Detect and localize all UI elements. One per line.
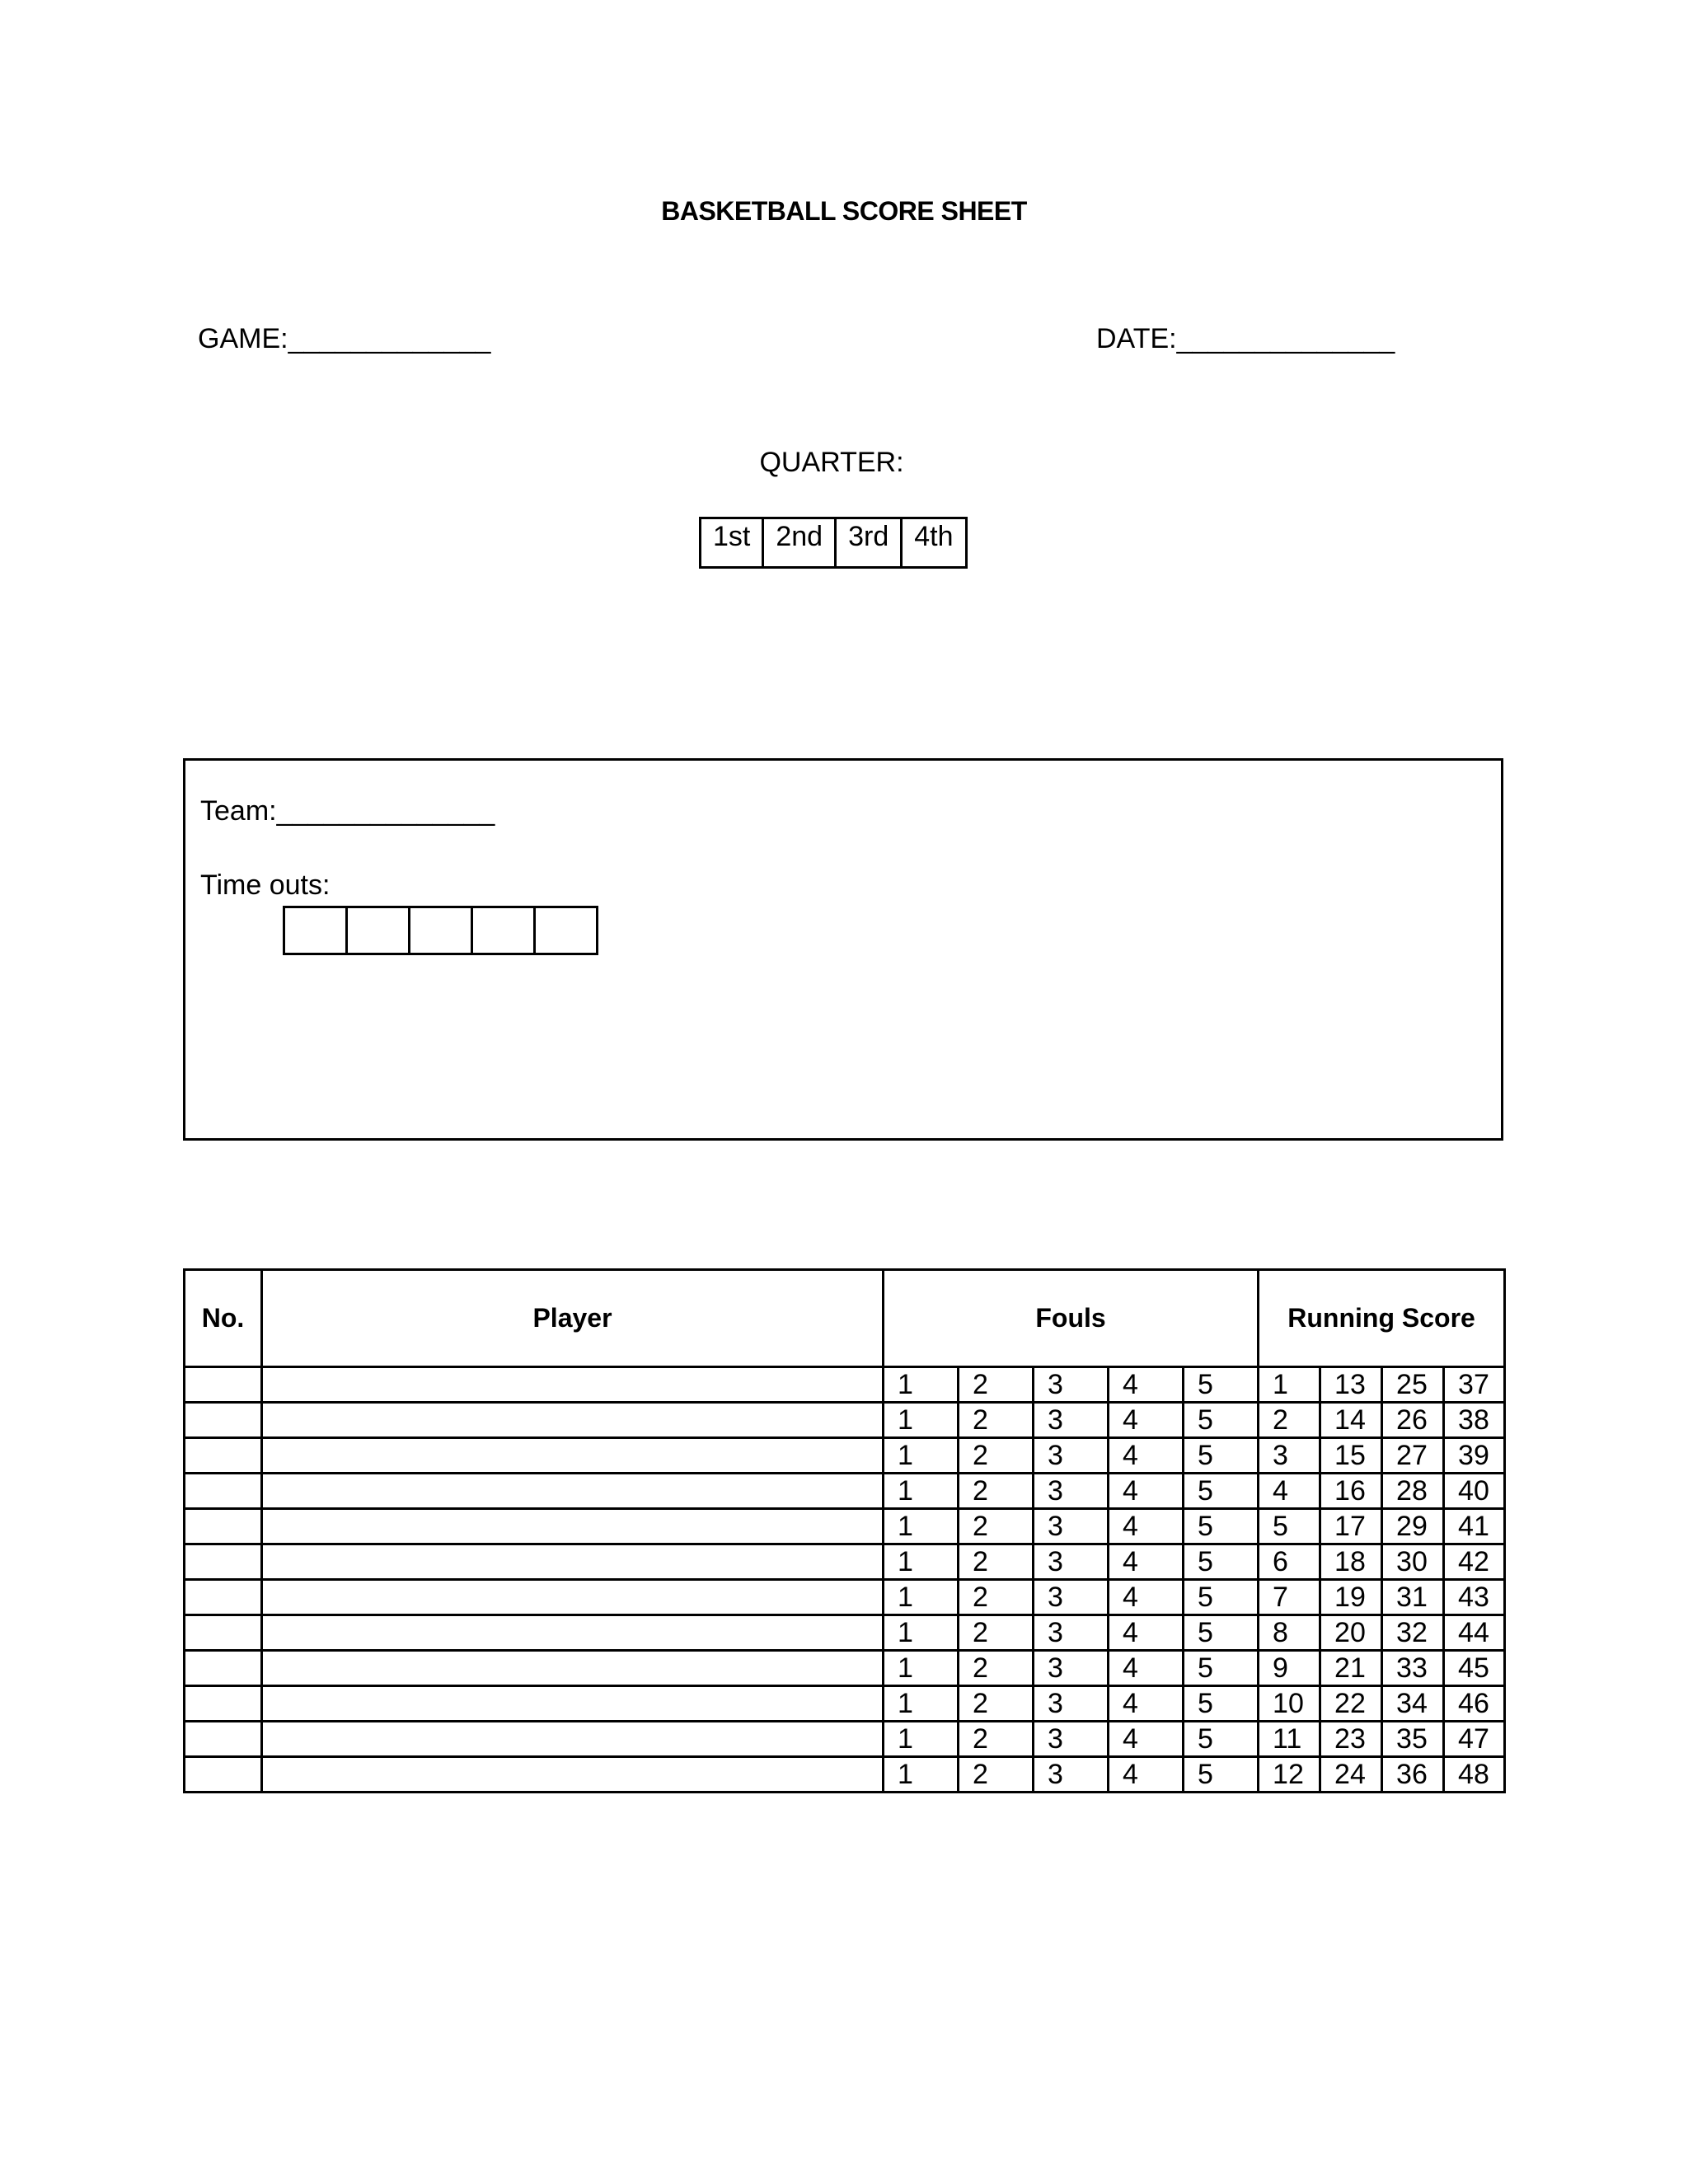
- running-score-cell[interactable]: 14: [1320, 1403, 1382, 1438]
- player-name-cell[interactable]: [262, 1580, 884, 1615]
- running-score-cell[interactable]: 37: [1444, 1367, 1505, 1403]
- foul-cell[interactable]: 4: [1109, 1367, 1184, 1403]
- running-score-cell[interactable]: 16: [1320, 1474, 1382, 1509]
- foul-cell[interactable]: 1: [884, 1367, 959, 1403]
- player-number-cell[interactable]: [185, 1686, 262, 1722]
- timeout-box[interactable]: [535, 907, 598, 954]
- foul-cell[interactable]: 3: [1034, 1580, 1109, 1615]
- player-number-cell[interactable]: [185, 1757, 262, 1793]
- timeout-box[interactable]: [472, 907, 535, 954]
- quarter-selector: [699, 517, 968, 569]
- foul-cell[interactable]: 1: [884, 1474, 959, 1509]
- foul-cell[interactable]: 2: [959, 1544, 1034, 1580]
- player-number-cell[interactable]: [185, 1651, 262, 1686]
- header-no: No.: [185, 1270, 262, 1367]
- running-score-cell[interactable]: 34: [1382, 1686, 1444, 1722]
- running-score-cell[interactable]: 7: [1259, 1580, 1320, 1615]
- header-fouls: Fouls: [884, 1270, 1259, 1367]
- player-name-cell[interactable]: [262, 1757, 884, 1793]
- running-score-cell[interactable]: 40: [1444, 1474, 1505, 1509]
- foul-cell[interactable]: 1: [884, 1438, 959, 1474]
- player-name-cell[interactable]: [262, 1403, 884, 1438]
- player-name-cell[interactable]: [262, 1615, 884, 1651]
- foul-cell[interactable]: 5: [1184, 1580, 1259, 1615]
- running-score-cell[interactable]: 24: [1320, 1757, 1382, 1793]
- score-table: [183, 1268, 1506, 1793]
- player-number-cell[interactable]: [185, 1474, 262, 1509]
- foul-cell[interactable]: 3: [1034, 1651, 1109, 1686]
- quarter-option-1st[interactable]: 1st: [701, 518, 763, 568]
- foul-cell[interactable]: 3: [1034, 1403, 1109, 1438]
- player-number-cell[interactable]: [185, 1615, 262, 1651]
- running-score-cell[interactable]: 2: [1259, 1403, 1320, 1438]
- running-score-cell[interactable]: 32: [1382, 1615, 1444, 1651]
- foul-cell[interactable]: 5: [1184, 1367, 1259, 1403]
- table-row: [185, 1580, 1505, 1615]
- running-score-cell[interactable]: 22: [1320, 1686, 1382, 1722]
- foul-cell[interactable]: 3: [1034, 1757, 1109, 1793]
- running-score-cell[interactable]: 21: [1320, 1651, 1382, 1686]
- foul-cell[interactable]: 1: [884, 1615, 959, 1651]
- quarter-label: QUARTER:: [759, 447, 904, 478]
- running-score-cell[interactable]: 18: [1320, 1544, 1382, 1580]
- foul-cell[interactable]: 4: [1109, 1686, 1184, 1722]
- running-score-cell[interactable]: 43: [1444, 1580, 1505, 1615]
- table-row: [185, 1722, 1505, 1757]
- foul-cell[interactable]: 4: [1109, 1438, 1184, 1474]
- running-score-cell[interactable]: 28: [1382, 1474, 1444, 1509]
- running-score-cell[interactable]: 41: [1444, 1509, 1505, 1544]
- foul-cell[interactable]: 5: [1184, 1686, 1259, 1722]
- running-score-cell[interactable]: 44: [1444, 1615, 1505, 1651]
- timeout-box[interactable]: [284, 907, 347, 954]
- foul-cell[interactable]: 2: [959, 1615, 1034, 1651]
- table-row: [185, 1403, 1505, 1438]
- foul-cell[interactable]: 5: [1184, 1615, 1259, 1651]
- running-score-cell[interactable]: 39: [1444, 1438, 1505, 1474]
- foul-cell[interactable]: 5: [1184, 1757, 1259, 1793]
- foul-cell[interactable]: 1: [884, 1686, 959, 1722]
- running-score-cell[interactable]: 29: [1382, 1509, 1444, 1544]
- table-row: [185, 1615, 1505, 1651]
- foul-cell[interactable]: 5: [1184, 1403, 1259, 1438]
- header-running-score: Running Score: [1259, 1270, 1505, 1367]
- foul-cell[interactable]: 2: [959, 1438, 1034, 1474]
- game-field[interactable]: GAME:_____________: [198, 323, 491, 354]
- player-number-cell[interactable]: [185, 1367, 262, 1403]
- running-score-cell[interactable]: 1: [1259, 1367, 1320, 1403]
- running-score-cell[interactable]: 6: [1259, 1544, 1320, 1580]
- running-score-cell[interactable]: 15: [1320, 1438, 1382, 1474]
- timeouts-label: Time outs:: [200, 869, 331, 901]
- player-number-cell[interactable]: [185, 1509, 262, 1544]
- player-number-cell[interactable]: [185, 1438, 262, 1474]
- foul-cell[interactable]: 2: [959, 1367, 1034, 1403]
- table-row: [185, 1757, 1505, 1793]
- table-row: [185, 1686, 1505, 1722]
- timeout-box[interactable]: [347, 907, 410, 954]
- running-score-cell[interactable]: 36: [1382, 1757, 1444, 1793]
- running-score-cell[interactable]: 35: [1382, 1722, 1444, 1757]
- foul-cell[interactable]: 3: [1034, 1615, 1109, 1651]
- player-name-cell[interactable]: [262, 1686, 884, 1722]
- timeout-boxes: [283, 906, 598, 955]
- running-score-cell[interactable]: 48: [1444, 1757, 1505, 1793]
- running-score-cell[interactable]: 8: [1259, 1615, 1320, 1651]
- player-name-cell[interactable]: [262, 1438, 884, 1474]
- foul-cell[interactable]: 4: [1109, 1403, 1184, 1438]
- foul-cell[interactable]: 2: [959, 1509, 1034, 1544]
- running-score-cell[interactable]: 17: [1320, 1509, 1382, 1544]
- foul-cell[interactable]: 3: [1034, 1544, 1109, 1580]
- foul-cell[interactable]: 5: [1184, 1474, 1259, 1509]
- foul-cell[interactable]: 4: [1109, 1509, 1184, 1544]
- player-number-cell[interactable]: [185, 1403, 262, 1438]
- table-row: [185, 1509, 1505, 1544]
- player-number-cell[interactable]: [185, 1544, 262, 1580]
- foul-cell[interactable]: 5: [1184, 1651, 1259, 1686]
- running-score-cell[interactable]: 42: [1444, 1544, 1505, 1580]
- foul-cell[interactable]: 5: [1184, 1509, 1259, 1544]
- foul-cell[interactable]: 3: [1034, 1509, 1109, 1544]
- quarter-option-2nd[interactable]: 2nd: [763, 518, 836, 568]
- foul-cell[interactable]: 1: [884, 1509, 959, 1544]
- foul-cell[interactable]: 1: [884, 1580, 959, 1615]
- running-score-cell[interactable]: 11: [1259, 1722, 1320, 1757]
- running-score-cell[interactable]: 30: [1382, 1544, 1444, 1580]
- foul-cell[interactable]: 5: [1184, 1544, 1259, 1580]
- running-score-cell[interactable]: 47: [1444, 1722, 1505, 1757]
- page-title: BASKETBALL SCORE SHEET: [661, 196, 1027, 226]
- foul-cell[interactable]: 2: [959, 1757, 1034, 1793]
- running-score-cell[interactable]: 19: [1320, 1580, 1382, 1615]
- foul-cell[interactable]: 3: [1034, 1474, 1109, 1509]
- foul-cell[interactable]: 2: [959, 1474, 1034, 1509]
- running-score-cell[interactable]: 4: [1259, 1474, 1320, 1509]
- table-row: [185, 1651, 1505, 1686]
- running-score-cell[interactable]: 25: [1382, 1367, 1444, 1403]
- foul-cell[interactable]: 2: [959, 1580, 1034, 1615]
- running-score-cell[interactable]: 31: [1382, 1580, 1444, 1615]
- running-score-cell[interactable]: 38: [1444, 1403, 1505, 1438]
- foul-cell[interactable]: 2: [959, 1651, 1034, 1686]
- foul-cell[interactable]: 3: [1034, 1722, 1109, 1757]
- running-score-cell[interactable]: 13: [1320, 1367, 1382, 1403]
- foul-cell[interactable]: 4: [1109, 1474, 1184, 1509]
- foul-cell[interactable]: 4: [1109, 1651, 1184, 1686]
- foul-cell[interactable]: 4: [1109, 1580, 1184, 1615]
- running-score-cell[interactable]: 9: [1259, 1651, 1320, 1686]
- foul-cell[interactable]: 4: [1109, 1757, 1184, 1793]
- running-score-cell[interactable]: 3: [1259, 1438, 1320, 1474]
- foul-cell[interactable]: 4: [1109, 1615, 1184, 1651]
- running-score-cell[interactable]: 26: [1382, 1403, 1444, 1438]
- table-row: [185, 1544, 1505, 1580]
- table-row: [185, 1474, 1505, 1509]
- foul-cell[interactable]: 1: [884, 1403, 959, 1438]
- header-player: Player: [262, 1270, 884, 1367]
- foul-cell[interactable]: 1: [884, 1722, 959, 1757]
- running-score-cell[interactable]: 20: [1320, 1615, 1382, 1651]
- running-score-cell[interactable]: 27: [1382, 1438, 1444, 1474]
- player-number-cell[interactable]: [185, 1722, 262, 1757]
- foul-cell[interactable]: 4: [1109, 1544, 1184, 1580]
- timeout-box[interactable]: [410, 907, 472, 954]
- foul-cell[interactable]: 4: [1109, 1722, 1184, 1757]
- running-score-cell[interactable]: 12: [1259, 1757, 1320, 1793]
- quarter-option-3rd[interactable]: 3rd: [836, 518, 902, 568]
- player-name-cell[interactable]: [262, 1367, 884, 1403]
- team-field[interactable]: Team:______________: [200, 795, 495, 827]
- player-number-cell[interactable]: [185, 1580, 262, 1615]
- player-name-cell[interactable]: [262, 1544, 884, 1580]
- table-row: [185, 1438, 1505, 1474]
- score-table-body: [185, 1367, 1505, 1793]
- team-info-box: [183, 758, 1503, 1141]
- foul-cell[interactable]: 5: [1184, 1722, 1259, 1757]
- date-field[interactable]: DATE:______________: [1096, 323, 1395, 354]
- foul-cell[interactable]: 3: [1034, 1367, 1109, 1403]
- foul-cell[interactable]: 1: [884, 1651, 959, 1686]
- running-score-cell[interactable]: 23: [1320, 1722, 1382, 1757]
- player-name-cell[interactable]: [262, 1722, 884, 1757]
- player-name-cell[interactable]: [262, 1509, 884, 1544]
- foul-cell[interactable]: 1: [884, 1544, 959, 1580]
- running-score-cell[interactable]: 45: [1444, 1651, 1505, 1686]
- foul-cell[interactable]: 2: [959, 1722, 1034, 1757]
- foul-cell[interactable]: 2: [959, 1403, 1034, 1438]
- player-name-cell[interactable]: [262, 1474, 884, 1509]
- table-row: [185, 1367, 1505, 1403]
- running-score-cell[interactable]: 10: [1259, 1686, 1320, 1722]
- foul-cell[interactable]: 2: [959, 1686, 1034, 1722]
- foul-cell[interactable]: 1: [884, 1757, 959, 1793]
- running-score-cell[interactable]: 5: [1259, 1509, 1320, 1544]
- foul-cell[interactable]: 5: [1184, 1438, 1259, 1474]
- quarter-option-4th[interactable]: 4th: [902, 518, 966, 568]
- foul-cell[interactable]: 3: [1034, 1686, 1109, 1722]
- running-score-cell[interactable]: 33: [1382, 1651, 1444, 1686]
- player-name-cell[interactable]: [262, 1651, 884, 1686]
- running-score-cell[interactable]: 46: [1444, 1686, 1505, 1722]
- foul-cell[interactable]: 3: [1034, 1438, 1109, 1474]
